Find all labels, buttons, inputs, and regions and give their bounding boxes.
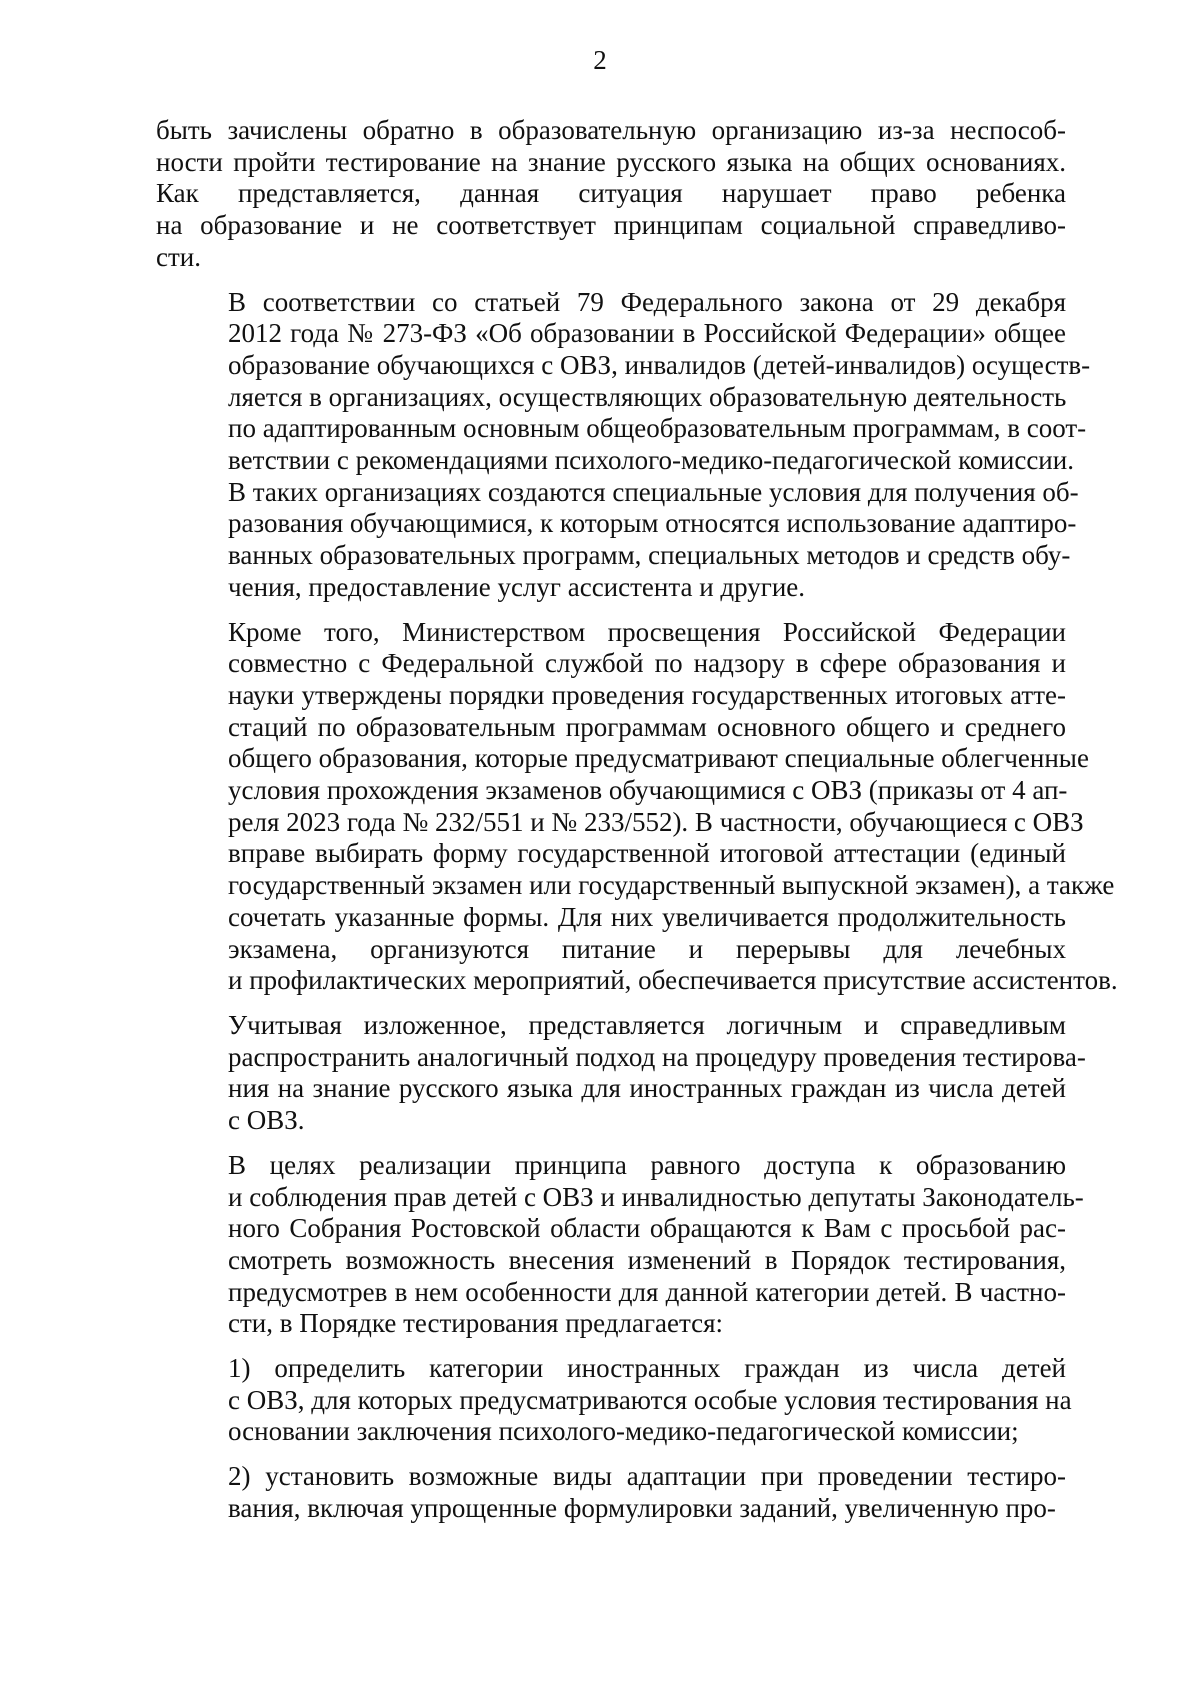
text-line: ности пройти тестирование на знание русского языка на общих основаниях.: [156, 146, 1066, 177]
text-line: вправе выбирать форму государственной итоговой аттестации (единый: [228, 838, 1066, 869]
text-line: экзамена, организуются питание и перерывы для лечебных: [228, 933, 1066, 964]
text-line: распространить аналогичный подход на процедуру проведения тестирова-: [228, 1041, 1086, 1072]
text-line: государственный экзамен или государственный выпускной экзамен), а также: [228, 870, 1115, 901]
text-line: быть зачислены обратно в образовательную организацию из-за неспособ-: [156, 115, 1066, 145]
text-line: Как представляется, данная ситуация нарушает право ребенка: [156, 178, 1066, 209]
text-line: ванных образовательных программ, специальных методов и средств обу-: [228, 540, 1071, 571]
text-line: общего образования, которые предусматривают специальные облегченные: [228, 743, 1089, 774]
text-line: Кроме того, Министерством просвещения Российской Федерации: [228, 616, 1066, 647]
paragraph: [156, 1149, 1084, 1340]
text-line: по адаптированным основным общеобразовательным программам, в соот-: [228, 413, 1087, 444]
paragraph: [156, 1353, 1072, 1448]
text-line: 2) установить возможные виды адаптации при проведении тестиро-: [228, 1461, 1066, 1492]
text-line: В целях реализации принципа равного доступа к образованию: [228, 1149, 1066, 1180]
text-line: смотреть возможность внесения изменений в Порядок тестирования,: [228, 1244, 1066, 1275]
text-line: реля 2023 года № 232/551 и № 233/552). В частности, обучающиеся с ОВЗ: [228, 806, 1084, 837]
text-line: стаций по образовательным программам основного общего и среднего: [228, 711, 1066, 742]
text-line: ляется в организациях, осуществляющих образовательную деятельность: [228, 381, 1067, 412]
text-line: чения, предоставление услуг ассистента и другие.: [228, 571, 806, 602]
text-line: на образование и не соответствует принципам социальной справедливо-: [156, 210, 1066, 241]
text-line: образование обучающихся с ОВЗ, инвалидов (детей-инвалидов) осуществ-: [228, 349, 1091, 380]
paragraph: [156, 286, 1091, 604]
text-line: с ОВЗ.: [228, 1105, 305, 1136]
text-line: разования обучающимися, к которым относятся использование адаптиро-: [228, 508, 1077, 539]
text-line: 2012 года № 273-ФЗ «Об образовании в Российской Федерации» общее: [228, 318, 1066, 349]
text-line: основании заключения психолого-медико-педагогической комиссии;: [228, 1416, 1019, 1447]
paragraph: [156, 616, 1118, 997]
text-line: условия прохождения экзаменов обучающимися с ОВЗ (приказы от 4 ап-: [228, 775, 1068, 806]
text-line: и соблюдения прав детей с ОВЗ и инвалидностью депутаты Законодатель-: [228, 1181, 1084, 1212]
text-line: сочетать указанные формы. Для них увеличивается продолжительность: [228, 901, 1066, 932]
text-line: науки утверждены порядки проведения государственных итоговых атте-: [228, 679, 1066, 710]
text-line: 1) определить категории иностранных граждан из числа детей: [228, 1353, 1066, 1384]
text-line: В таких организациях создаются специальные условия для получения об-: [228, 476, 1079, 507]
paragraph: [156, 1461, 1066, 1524]
text-line: ния на знание русского языка для иностранных граждан из числа детей: [228, 1073, 1066, 1104]
text-line: совместно с Федеральной службой по надзору в сфере образования и: [228, 648, 1066, 679]
text-line: и профилактических мероприятий, обеспечивается присутствие ассистентов.: [228, 965, 1118, 996]
text-line: ного Собрания Ростовской области обращаются к Вам с просьбой рас-: [228, 1213, 1066, 1244]
page-number: 2: [593, 45, 607, 75]
text-line: В соответствии со статьей 79 Федерального закона от 29 декабря: [228, 286, 1066, 317]
document-body: [156, 115, 1118, 1538]
text-line: сти.: [156, 241, 201, 272]
text-line: сти, в Порядке тестирования предлагается:: [228, 1308, 724, 1339]
text-line: вания, включая упрощенные формулировки заданий, увеличенную про-: [228, 1492, 1056, 1523]
text-line: ветствии с рекомендациями психолого-медико-педагогической комиссии.: [228, 445, 1074, 476]
text-line: с ОВЗ, для которых предусматриваются особые условия тестирования на: [228, 1384, 1072, 1415]
text-line: Учитывая изложенное, представляется логичным и справедливым: [228, 1009, 1066, 1040]
paragraph: [156, 1009, 1086, 1137]
text-line: предусмотрев в нем особенности для данной категории детей. В частно-: [228, 1276, 1066, 1307]
paragraph: [156, 115, 1066, 274]
